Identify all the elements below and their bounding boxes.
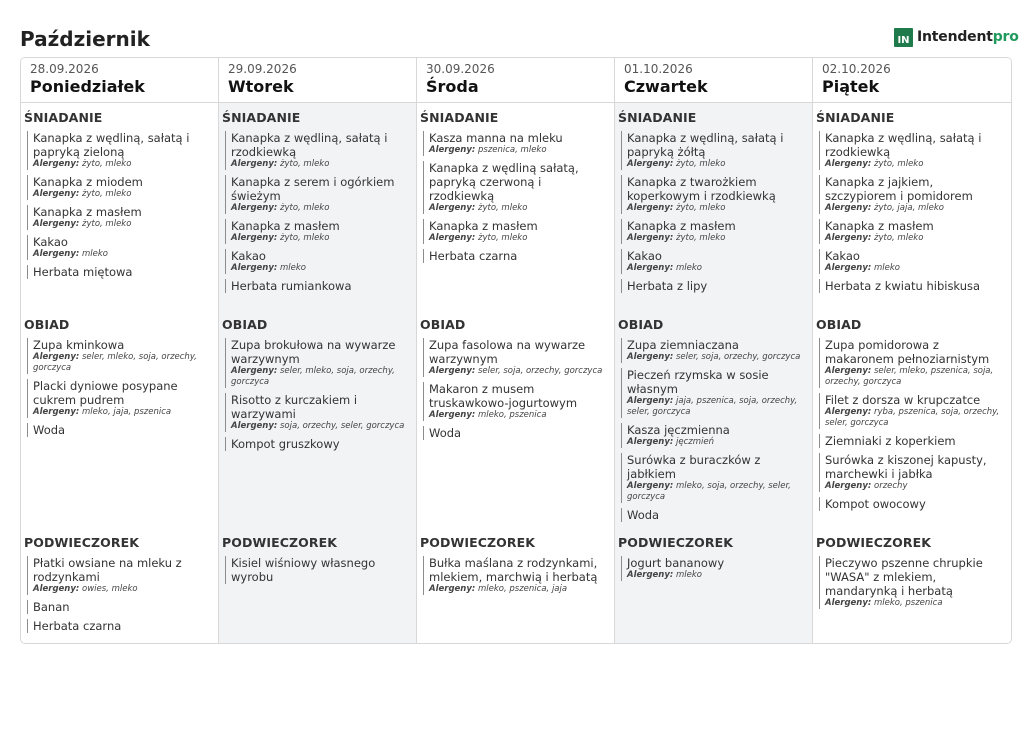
allergen-list: żyto, mleko — [478, 233, 528, 243]
allergen-list: mleko — [676, 263, 702, 273]
dish-allergens — [627, 481, 808, 503]
dish-item — [819, 556, 1007, 609]
meal-title: OBIAD — [222, 317, 268, 332]
dish-item — [225, 393, 412, 432]
dish-item — [225, 131, 412, 170]
dish-item — [621, 175, 808, 214]
dish-name: Herbata czarna — [429, 249, 518, 263]
dish-item — [423, 338, 610, 377]
allergen-label: Alergeny: — [33, 352, 80, 362]
dish-name: Bułka maślana z rodzynkami, mlekiem, marchwią i herbatą — [429, 556, 598, 584]
dish-item — [819, 131, 1007, 170]
allergen-list: mleko, pszenica — [874, 598, 943, 608]
weekly-menu — [20, 57, 1012, 644]
dish-item — [225, 437, 412, 451]
day-header — [219, 58, 416, 103]
dish-item — [621, 279, 808, 293]
day-column — [813, 58, 1011, 643]
dish-allergens — [33, 249, 214, 260]
allergen-list: soja, orzechy, seler, gorczyca — [280, 421, 405, 431]
allergen-list: owies, mleko — [82, 584, 138, 594]
meal-section-lunch — [222, 317, 412, 456]
dish-item — [27, 423, 214, 437]
dish-name: Kanapka z wędliną, sałatą i rzodkiewką — [825, 131, 982, 159]
dish-allergens — [429, 366, 610, 377]
logo-badge: IN — [894, 28, 913, 47]
dish-allergens — [33, 352, 214, 374]
dish-allergens — [231, 366, 412, 388]
allergen-list: żyto, mleko — [478, 203, 528, 213]
allergen-list: żyto, mleko — [82, 219, 132, 229]
dish-name: Kanapka z masłem — [825, 219, 934, 233]
dish-allergens — [627, 396, 808, 418]
meal-section-snack — [816, 535, 1007, 614]
dish-name: Risotto z kurczakiem i warzywami — [231, 393, 358, 421]
dish-name: Filet z dorsza w krupczatce — [825, 393, 981, 407]
dish-item — [621, 219, 808, 244]
dish-allergens — [231, 421, 412, 432]
allergen-list: żyto, jaja, mleko — [874, 203, 944, 213]
dish-item — [225, 556, 412, 584]
dish-allergens — [627, 437, 808, 448]
dish-item — [27, 619, 214, 633]
allergen-label: Alergeny: — [627, 159, 674, 169]
dish-name: Woda — [429, 426, 462, 440]
allergen-label: Alergeny: — [231, 421, 278, 431]
meal-title: PODWIECZOREK — [420, 535, 536, 550]
dish-name: Herbata z kwiatu hibiskusa — [825, 279, 981, 293]
dish-name: Zupa fasolowa na wywarze warzywnym — [429, 338, 586, 366]
allergen-list: mleko — [82, 249, 108, 259]
dish-item — [27, 235, 214, 260]
allergen-label: Alergeny: — [429, 584, 476, 594]
allergen-label: Alergeny: — [825, 407, 872, 417]
dish-allergens — [825, 233, 1007, 244]
allergen-label: Alergeny: — [825, 203, 872, 213]
logo-main: Intendent — [917, 29, 993, 45]
allergen-label: Alergeny: — [825, 263, 872, 273]
day-date: 01.10.2026 — [624, 62, 693, 76]
dish-item — [621, 423, 808, 448]
dish-allergens — [825, 203, 1007, 214]
dish-allergens — [33, 159, 214, 170]
dish-item — [423, 131, 610, 156]
allergen-list: seler, mleko, pszenica, soja, orzechy, gorczyca — [825, 366, 994, 387]
allergen-list: żyto, mleko — [676, 159, 726, 169]
dish-item — [423, 161, 610, 214]
dish-allergens — [231, 263, 412, 274]
allergen-label: Alergeny: — [429, 366, 476, 376]
day-name: Piątek — [822, 77, 880, 96]
allergen-list: żyto, mleko — [280, 233, 330, 243]
dish-name: Kompot owocowy — [825, 497, 926, 511]
dish-allergens — [825, 407, 1007, 429]
meal-section-breakfast — [420, 110, 610, 268]
meal-section-breakfast — [24, 110, 214, 284]
dish-name: Kasza manna na mleku — [429, 131, 563, 145]
allergen-label: Alergeny: — [627, 203, 674, 213]
dish-name: Surówka z buraczków z jabłkiem — [627, 453, 761, 481]
dish-name: Kakao — [33, 235, 68, 249]
dish-item — [423, 556, 610, 595]
dish-item — [27, 338, 214, 374]
day-name: Wtorek — [228, 77, 294, 96]
dish-item — [621, 508, 808, 522]
dish-name: Herbata rumiankowa — [231, 279, 352, 293]
meal-title: OBIAD — [420, 317, 466, 332]
dish-name: Płatki owsiane na mleku z rodzynkami — [33, 556, 182, 584]
meal-title: PODWIECZOREK — [816, 535, 932, 550]
dish-allergens — [627, 570, 808, 581]
dish-name: Kakao — [627, 249, 662, 263]
allergen-label: Alergeny: — [33, 584, 80, 594]
dish-item — [27, 175, 214, 200]
dish-name: Zupa pomidorowa z makaronem pełnoziarnistym — [825, 338, 990, 366]
allergen-label: Alergeny: — [429, 203, 476, 213]
dish-item — [27, 600, 214, 614]
dish-name: Kanapka z twarożkiem koperkowym i rzodkiewką — [627, 175, 776, 203]
day-date: 02.10.2026 — [822, 62, 891, 76]
allergen-list: mleko — [280, 263, 306, 273]
dish-allergens — [825, 263, 1007, 274]
dish-item — [819, 249, 1007, 274]
dish-allergens — [33, 407, 214, 418]
day-date: 30.09.2026 — [426, 62, 495, 76]
allergen-label: Alergeny: — [33, 189, 80, 199]
dish-name: Kanapka z serem i ogórkiem świeżym — [231, 175, 395, 203]
allergen-list: mleko, jaja, pszenica — [82, 407, 172, 417]
dish-item — [621, 556, 808, 581]
meal-title: PODWIECZOREK — [618, 535, 734, 550]
allergen-list: żyto, mleko — [82, 159, 132, 169]
dish-name: Kanapka z jajkiem, szczypiorem i pomidorem — [825, 175, 973, 203]
allergen-label: Alergeny: — [231, 159, 278, 169]
dish-item — [819, 434, 1007, 448]
allergen-label: Alergeny: — [33, 407, 80, 417]
dish-item — [819, 279, 1007, 293]
day-date: 28.09.2026 — [30, 62, 99, 76]
allergen-label: Alergeny: — [825, 366, 872, 376]
dish-name: Kisiel wiśniowy własnego wyrobu — [231, 556, 376, 584]
dish-name: Kanapka z masłem — [33, 205, 142, 219]
dish-name: Woda — [33, 423, 66, 437]
allergen-label: Alergeny: — [231, 233, 278, 243]
dish-name: Kanapka z wędliną, sałatą i rzodkiewką — [231, 131, 388, 159]
dish-name: Herbata z lipy — [627, 279, 708, 293]
dish-item — [819, 175, 1007, 214]
allergen-list: jęczmień — [676, 437, 714, 447]
dish-item — [27, 131, 214, 170]
allergen-label: Alergeny: — [429, 233, 476, 243]
dish-name: Surówka z kiszonej kapusty, marchewki i jabłka — [825, 453, 987, 481]
day-header — [813, 58, 1011, 103]
dish-allergens — [231, 203, 412, 214]
allergen-list: żyto, mleko — [280, 159, 330, 169]
meal-title: ŚNIADANIE — [24, 110, 103, 125]
dish-name: Banan — [33, 600, 70, 614]
dish-name: Makaron z musem truskawkowo-jogurtowym — [429, 382, 578, 410]
day-column — [417, 58, 615, 643]
dish-item — [423, 426, 610, 440]
day-name: Czwartek — [624, 77, 708, 96]
dish-name: Jogurt bananowy — [627, 556, 725, 570]
dish-name: Kanapka z miodem — [33, 175, 143, 189]
dish-item — [225, 175, 412, 214]
allergen-label: Alergeny: — [231, 263, 278, 273]
dish-item — [621, 249, 808, 274]
allergen-label: Alergeny: — [627, 396, 674, 406]
allergen-list: orzechy — [874, 481, 908, 491]
day-name: Poniedziałek — [30, 77, 145, 96]
allergen-list: jaja, pszenica, soja, orzechy, seler, gorczyca — [627, 396, 798, 417]
dish-item — [225, 279, 412, 293]
meal-section-lunch — [816, 317, 1007, 516]
allergen-label: Alergeny: — [33, 219, 80, 229]
dish-item — [423, 249, 610, 263]
allergen-label: Alergeny: — [825, 233, 872, 243]
dish-item — [621, 131, 808, 170]
dish-name: Placki dyniowe posypane cukrem pudrem — [33, 379, 178, 407]
dish-name: Zupa ziemniaczana — [627, 338, 739, 352]
intendentpro-logo — [894, 27, 1019, 47]
allergen-list: żyto, mleko — [874, 233, 924, 243]
dish-name: Kanapka z wędliną, sałatą i papryką zieloną — [33, 131, 190, 159]
allergen-label: Alergeny: — [627, 481, 674, 491]
day-column — [615, 58, 813, 643]
allergen-label: Alergeny: — [627, 352, 674, 362]
meal-section-snack — [24, 535, 214, 638]
allergen-list: mleko — [676, 570, 702, 580]
allergen-label: Alergeny: — [627, 570, 674, 580]
dish-name: Kanapka z masłem — [627, 219, 736, 233]
dish-allergens — [429, 410, 610, 421]
dish-allergens — [429, 233, 610, 244]
day-column — [219, 58, 417, 643]
dish-allergens — [429, 584, 610, 595]
allergen-list: mleko, soja, orzechy, seler, gorczyca — [627, 481, 791, 502]
dish-item — [225, 219, 412, 244]
allergen-list: mleko, pszenica — [478, 410, 547, 420]
day-column — [21, 58, 219, 643]
dish-item — [27, 205, 214, 230]
meal-title: ŚNIADANIE — [618, 110, 697, 125]
dish-item — [819, 453, 1007, 492]
allergen-list: mleko, pszenica, jaja — [478, 584, 568, 594]
page-title: Październik — [20, 27, 150, 51]
meal-section-breakfast — [618, 110, 808, 298]
logo-pro: pro — [992, 29, 1019, 45]
allergen-label: Alergeny: — [33, 159, 80, 169]
allergen-list: żyto, mleko — [676, 203, 726, 213]
dish-allergens — [429, 145, 610, 156]
meal-section-lunch — [420, 317, 610, 445]
meal-section-lunch — [24, 317, 214, 442]
dish-name: Zupa kminkowa — [33, 338, 125, 352]
allergen-list: mleko — [874, 263, 900, 273]
dish-item — [819, 497, 1007, 511]
dish-allergens — [231, 159, 412, 170]
dish-item — [27, 265, 214, 279]
day-header — [615, 58, 812, 103]
allergen-label: Alergeny: — [231, 203, 278, 213]
dish-allergens — [825, 366, 1007, 388]
allergen-label: Alergeny: — [429, 410, 476, 420]
dish-name: Kanapka z masłem — [231, 219, 340, 233]
dish-name: Herbata miętowa — [33, 265, 133, 279]
allergen-label: Alergeny: — [627, 437, 674, 447]
dish-allergens — [627, 159, 808, 170]
meal-section-snack — [420, 535, 610, 600]
allergen-label: Alergeny: — [825, 598, 872, 608]
allergen-list: seler, mleko, soja, orzechy, gorczyca — [33, 352, 197, 373]
dish-name: Kakao — [825, 249, 860, 263]
dish-name: Kompot gruszkowy — [231, 437, 340, 451]
meal-title: ŚNIADANIE — [222, 110, 301, 125]
dish-item — [225, 338, 412, 388]
dish-name: Zupa brokułowa na wywarze warzywnym — [231, 338, 396, 366]
dish-allergens — [825, 481, 1007, 492]
meal-title: OBIAD — [816, 317, 862, 332]
allergen-label: Alergeny: — [33, 249, 80, 259]
dish-allergens — [627, 203, 808, 214]
dish-name: Kanapka z masłem — [429, 219, 538, 233]
dish-item — [819, 219, 1007, 244]
allergen-list: ryba, pszenica, soja, orzechy, seler, gorczyca — [825, 407, 1000, 428]
dish-allergens — [627, 233, 808, 244]
meal-title: PODWIECZOREK — [222, 535, 338, 550]
meal-section-breakfast — [222, 110, 412, 298]
dish-allergens — [627, 263, 808, 274]
allergen-list: żyto, mleko — [280, 203, 330, 213]
allergen-label: Alergeny: — [231, 366, 278, 376]
allergen-label: Alergeny: — [627, 233, 674, 243]
allergen-list: pszenica, mleko — [478, 145, 547, 155]
dish-allergens — [825, 159, 1007, 170]
meal-title: OBIAD — [24, 317, 70, 332]
dish-item — [819, 338, 1007, 388]
meal-section-breakfast — [816, 110, 1007, 298]
dish-item — [27, 556, 214, 595]
meal-section-snack — [222, 535, 412, 589]
dish-allergens — [33, 219, 214, 230]
dish-name: Pieczywo pszenne chrupkie "WASA" z mlekiem, mandarynką i herbatą — [825, 556, 983, 598]
allergen-list: seler, soja, orzechy, gorczyca — [676, 352, 801, 362]
allergen-list: seler, soja, orzechy, gorczyca — [478, 366, 603, 376]
dish-name: Kanapka z wędliną sałatą, papryką czerwoną i rzodkiewką — [429, 161, 579, 203]
dish-allergens — [627, 352, 808, 363]
meal-section-lunch — [618, 317, 808, 527]
meal-title: ŚNIADANIE — [816, 110, 895, 125]
dish-allergens — [231, 233, 412, 244]
dish-item — [423, 219, 610, 244]
dish-item — [621, 338, 808, 363]
dish-name: Kanapka z wędliną, sałatą i papryką żółtą — [627, 131, 784, 159]
dish-allergens — [825, 598, 1007, 609]
dish-allergens — [33, 189, 214, 200]
meal-title: PODWIECZOREK — [24, 535, 140, 550]
meal-title: OBIAD — [618, 317, 664, 332]
dish-item — [225, 249, 412, 274]
dish-allergens — [429, 203, 610, 214]
dish-item — [27, 379, 214, 418]
allergen-list: żyto, mleko — [82, 189, 132, 199]
dish-item — [819, 393, 1007, 429]
allergen-label: Alergeny: — [825, 481, 872, 491]
meal-section-snack — [618, 535, 808, 586]
dish-item — [621, 368, 808, 418]
dish-item — [423, 382, 610, 421]
allergen-list: żyto, mleko — [874, 159, 924, 169]
day-header — [21, 58, 218, 103]
dish-name: Kasza jęczmienna — [627, 423, 730, 437]
dish-allergens — [33, 584, 214, 595]
dish-item — [621, 453, 808, 503]
dish-name: Herbata czarna — [33, 619, 122, 633]
allergen-label: Alergeny: — [429, 145, 476, 155]
logo-text — [917, 29, 1019, 45]
dish-name: Pieczeń rzymska w sosie własnym — [627, 368, 769, 396]
day-date: 29.09.2026 — [228, 62, 297, 76]
dish-name: Woda — [627, 508, 660, 522]
allergen-label: Alergeny: — [627, 263, 674, 273]
allergen-list: seler, mleko, soja, orzechy, gorczyca — [231, 366, 395, 387]
day-header — [417, 58, 614, 103]
allergen-list: żyto, mleko — [676, 233, 726, 243]
meal-title: ŚNIADANIE — [420, 110, 499, 125]
dish-name: Ziemniaki z koperkiem — [825, 434, 956, 448]
allergen-label: Alergeny: — [825, 159, 872, 169]
dish-name: Kakao — [231, 249, 266, 263]
day-name: Środa — [426, 77, 479, 96]
